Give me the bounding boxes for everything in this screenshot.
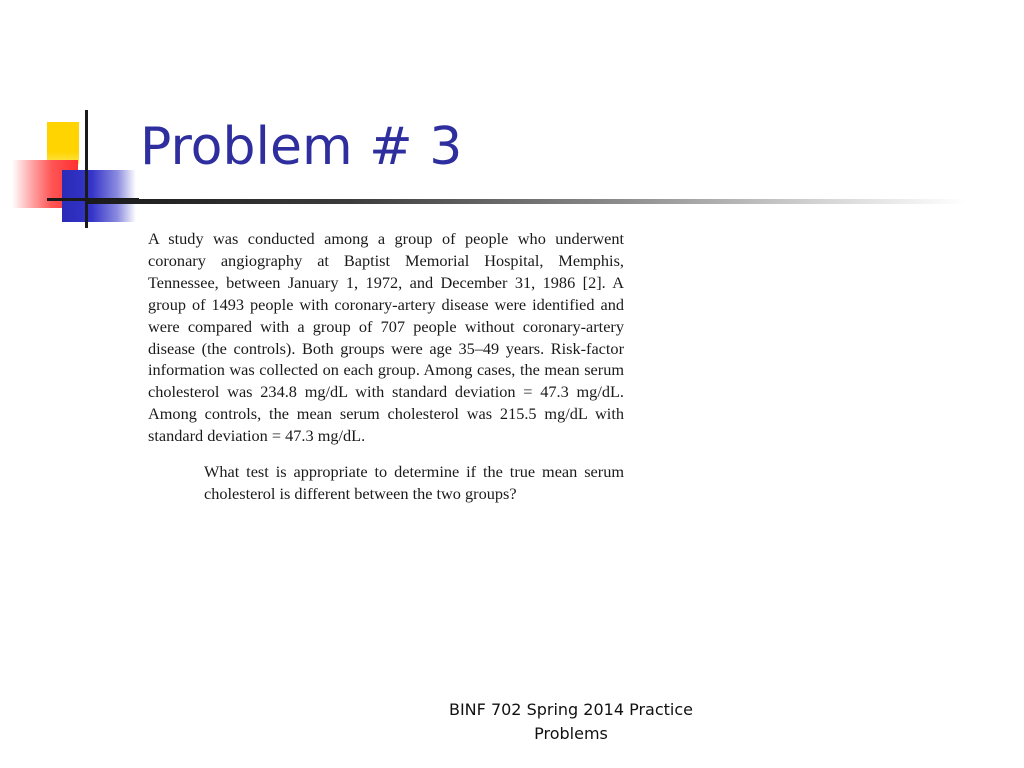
decorative-blue-gradient-bar — [62, 170, 136, 222]
problem-text-block — [140, 224, 632, 548]
title-underline-rule — [86, 199, 966, 204]
slide-title: Problem # 3 — [140, 117, 463, 177]
slide-footer: BINF 702 Spring 2014 Practice Problems — [448, 700, 693, 743]
decorative-vertical-line — [85, 110, 88, 228]
problem-description: A study was conducted among a group of people who underwent coronary angiography at Baptist Memorial Hospital, Memphis, Tennessee, between January 1, 1972, and December 31, 1986 [2]. A group of 1493 people with coronary-artery disease were identified and were compared with a group of 707 people without coronary-artery disease (the controls). Both groups were age 35–49 years. Risk-factor information was collected on each group. Among cases, the mean serum cholesterol was 234.8 mg/dL with standard deviation = 47.3 mg/dL. Among controls, the mean serum cholesterol was 215.5 mg/dL with standard deviation = 47.3 mg/dL. — [148, 229, 624, 446]
problem-question: What test is appropriate to determine if the true mean serum cholesterol is different between the two groups? — [204, 462, 624, 503]
decorative-yellow-square — [47, 122, 79, 164]
